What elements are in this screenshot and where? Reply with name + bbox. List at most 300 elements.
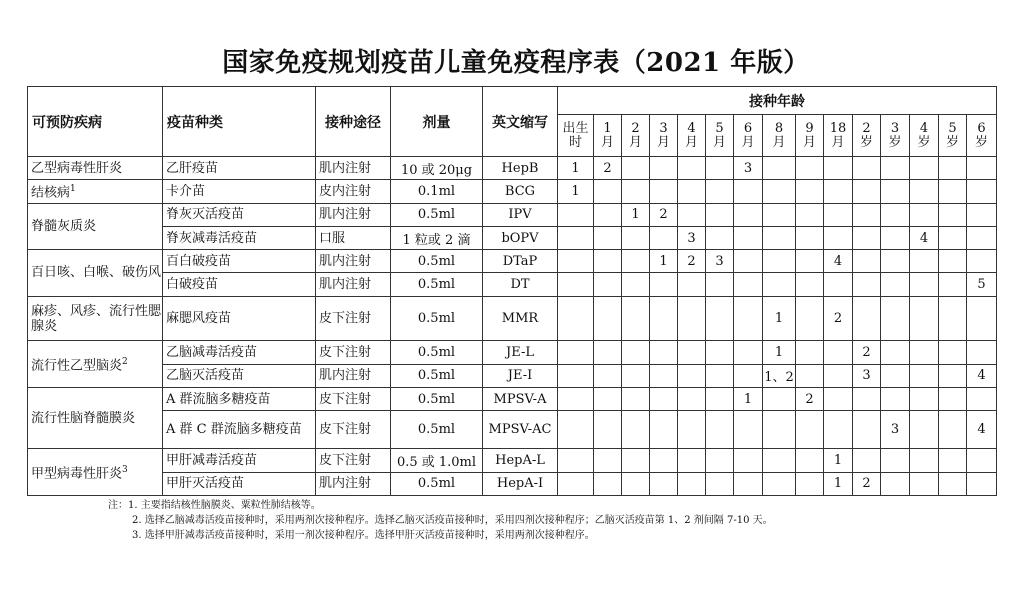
vaccine-name: 乙脑灭活疫苗 — [163, 364, 316, 387]
dose-number — [910, 341, 939, 364]
dose-number: 2 — [853, 472, 881, 495]
header-age — [796, 115, 824, 157]
dose-number — [558, 472, 594, 495]
abbreviation: IPV — [483, 203, 558, 226]
vaccine-name: 百白破疫苗 — [163, 250, 316, 273]
header-abbr: 英文缩写 — [483, 87, 558, 157]
dose-number — [796, 472, 824, 495]
dose-number — [939, 296, 967, 340]
dose-number: 1、2 — [763, 364, 796, 387]
disease-name: 麻疹、风疹、流行性腮腺炎 — [31, 303, 162, 334]
route: 皮内注射 — [316, 180, 391, 203]
dose-number — [763, 180, 796, 203]
dose-number — [734, 472, 763, 495]
route: 皮下注射 — [316, 341, 391, 364]
dose-number — [594, 203, 622, 226]
dose-number — [650, 273, 678, 296]
dose-number — [706, 226, 734, 249]
header-age — [594, 115, 622, 157]
dose-number: 1 — [558, 180, 594, 203]
disease-name: 结核病 — [31, 185, 71, 201]
dose-number — [558, 226, 594, 249]
immunization-schedule-table — [27, 86, 997, 496]
route: 皮下注射 — [316, 449, 391, 472]
table-row — [28, 226, 997, 249]
dose-number: 1 — [558, 157, 594, 180]
dose-number — [558, 411, 594, 449]
dose-number — [881, 157, 910, 180]
header-age-part: 2 — [862, 120, 871, 136]
dose-number — [594, 364, 622, 387]
dose-number — [967, 180, 997, 203]
header-age-part: 时 — [568, 134, 582, 150]
header-age — [650, 115, 678, 157]
dose-number — [853, 387, 881, 410]
dose-number — [967, 226, 997, 249]
dose-number — [881, 226, 910, 249]
header-age-part: 3 — [890, 120, 900, 136]
header-age-part: 2 — [631, 120, 640, 136]
header-age — [706, 115, 734, 157]
dose-number — [853, 273, 881, 296]
header-age-part: 岁 — [888, 134, 902, 150]
dose-number — [967, 203, 997, 226]
header-age — [763, 115, 796, 157]
dose-number: 4 — [910, 226, 939, 249]
dose-number — [853, 180, 881, 203]
dose-number — [796, 273, 824, 296]
disease-name: 脊髓灰质炎 — [31, 218, 97, 234]
vaccine-name: A 群 C 群流脑多糖疫苗 — [163, 411, 316, 449]
dose-number: 2 — [650, 203, 678, 226]
dose: 0.5ml — [391, 296, 483, 340]
dose-number — [734, 203, 763, 226]
dose-number — [824, 226, 853, 249]
dose-number: 2 — [824, 296, 853, 340]
dose-number — [734, 449, 763, 472]
dose-number — [824, 180, 853, 203]
table-row — [28, 341, 997, 364]
dose-number — [706, 364, 734, 387]
disease-name: 流行性脑脊髓膜炎 — [31, 410, 136, 426]
dose-number: 4 — [967, 364, 997, 387]
dose-number — [558, 250, 594, 273]
dose-number — [678, 449, 706, 472]
header-age — [558, 115, 594, 157]
table-row — [28, 364, 997, 387]
dose-number — [853, 203, 881, 226]
dose-number — [558, 364, 594, 387]
dose-number — [881, 364, 910, 387]
route: 皮下注射 — [316, 387, 391, 410]
dose-number — [967, 341, 997, 364]
dose-number — [594, 273, 622, 296]
dose-number — [967, 250, 997, 273]
dose-number — [853, 250, 881, 273]
dose-number — [763, 387, 796, 410]
dose-number — [622, 273, 650, 296]
header-age-part: 6 — [977, 120, 986, 136]
header-age-part: 岁 — [945, 134, 959, 150]
dose-number — [824, 411, 853, 449]
dose-number — [706, 203, 734, 226]
table-row — [28, 203, 997, 226]
dose-number — [939, 411, 967, 449]
dose: 1 粒或 2 滴 — [391, 226, 483, 249]
route: 肌内注射 — [316, 157, 391, 180]
dose-number — [910, 296, 939, 340]
header-age — [967, 115, 997, 157]
vaccine-name: A 群流脑多糖疫苗 — [163, 387, 316, 410]
table-row — [28, 180, 997, 203]
table-row — [28, 387, 997, 410]
header-age-part: 4 — [687, 120, 696, 136]
dose-number — [763, 203, 796, 226]
dose-number — [594, 180, 622, 203]
header-age — [734, 115, 763, 157]
dose-number — [678, 157, 706, 180]
dose-number — [939, 250, 967, 273]
header-age — [910, 115, 939, 157]
dose-number — [910, 449, 939, 472]
dose-number — [594, 296, 622, 340]
dose-number: 3 — [734, 157, 763, 180]
dose-number — [763, 226, 796, 249]
vaccine-name: 卡介苗 — [163, 180, 316, 203]
header-route: 接种途径 — [316, 87, 391, 157]
dose-number — [939, 472, 967, 495]
dose-number — [622, 411, 650, 449]
header-age-part: 5 — [948, 120, 957, 136]
dose-number — [824, 341, 853, 364]
table-row — [28, 250, 997, 273]
dose-number — [678, 364, 706, 387]
dose-number — [706, 180, 734, 203]
dose-number — [678, 273, 706, 296]
header-age-part: 月 — [772, 134, 786, 150]
dose-number — [910, 472, 939, 495]
dose: 0.1ml — [391, 180, 483, 203]
header-age-part: 月 — [656, 134, 670, 150]
dose-number — [558, 449, 594, 472]
dose-number — [881, 203, 910, 226]
abbreviation: DT — [483, 273, 558, 296]
dose: 0.5ml — [391, 411, 483, 449]
dose-number — [734, 296, 763, 340]
footnote-3: 3. 选择甲肝减毒活疫苗接种时，采用一剂次接种程序。选择甲肝灭活疫苗接种时，采用两剂次接种程序。 — [132, 530, 595, 541]
dose-number — [796, 203, 824, 226]
dose-number — [881, 387, 910, 410]
dose-number — [939, 157, 967, 180]
dose-number — [678, 472, 706, 495]
dose-number — [706, 411, 734, 449]
dose-number — [824, 273, 853, 296]
dose-number: 3 — [881, 411, 910, 449]
dose-number — [678, 203, 706, 226]
header-age-part: 9 — [805, 120, 814, 136]
abbreviation: HepB — [483, 157, 558, 180]
dose-number: 1 — [622, 203, 650, 226]
vaccine-name: 脊灰灭活疫苗 — [163, 203, 316, 226]
abbreviation: BCG — [483, 180, 558, 203]
header-age-part: 月 — [741, 134, 755, 150]
dose-number — [763, 449, 796, 472]
header-age-part: 3 — [659, 120, 668, 136]
dose-number — [558, 387, 594, 410]
dose-number — [796, 364, 824, 387]
disease-cell — [28, 387, 163, 448]
header-age-part: 月 — [628, 134, 642, 150]
header-disease: 可预防疾病 — [28, 87, 163, 157]
dose-number — [763, 273, 796, 296]
dose-number — [706, 296, 734, 340]
dose: 0.5ml — [391, 387, 483, 410]
header-age-part: 岁 — [917, 134, 931, 150]
dose-number: 5 — [967, 273, 997, 296]
dose: 0.5 或 1.0ml — [391, 449, 483, 472]
dose-number — [734, 364, 763, 387]
dose-number: 1 — [824, 449, 853, 472]
dose-number — [939, 364, 967, 387]
dose: 0.5ml — [391, 472, 483, 495]
disease-cell — [28, 157, 163, 180]
dose-number — [881, 449, 910, 472]
dose: 10 或 20μg — [391, 157, 483, 180]
dose-number — [796, 250, 824, 273]
disease-cell — [28, 449, 163, 496]
disease-name: 百日咳、白喉、破伤风 — [31, 265, 162, 281]
dose-number — [881, 341, 910, 364]
dose-number — [706, 273, 734, 296]
dose-number — [967, 387, 997, 410]
dose-number — [594, 411, 622, 449]
route: 皮下注射 — [316, 296, 391, 340]
dose-number — [881, 472, 910, 495]
footnote-1: 注：1. 主要指结核性脑膜炎、粟粒性肺结核等。 — [108, 500, 321, 511]
dose-number — [622, 449, 650, 472]
dose-number — [650, 157, 678, 180]
dose-number — [678, 387, 706, 410]
vaccine-name: 乙脑减毒活疫苗 — [163, 341, 316, 364]
abbreviation: MPSV-AC — [483, 411, 558, 449]
dose-number — [558, 296, 594, 340]
dose-number: 4 — [824, 250, 853, 273]
dose-number — [763, 157, 796, 180]
dose-number — [734, 250, 763, 273]
route: 肌内注射 — [316, 203, 391, 226]
dose-number — [678, 341, 706, 364]
dose-number — [650, 364, 678, 387]
dose-number: 3 — [706, 250, 734, 273]
table-row — [28, 411, 997, 449]
dose-number — [763, 250, 796, 273]
dose-number — [881, 180, 910, 203]
dose-number — [824, 203, 853, 226]
dose-number — [910, 203, 939, 226]
dose-number — [734, 411, 763, 449]
abbreviation: MMR — [483, 296, 558, 340]
dose-number: 1 — [824, 472, 853, 495]
dose-number — [622, 250, 650, 273]
route: 肌内注射 — [316, 472, 391, 495]
dose-number: 1 — [650, 250, 678, 273]
footnotes — [108, 498, 773, 543]
header-age — [881, 115, 910, 157]
dose-number: 1 — [763, 341, 796, 364]
dose-number: 2 — [678, 250, 706, 273]
table-row — [28, 157, 997, 180]
table-row — [28, 449, 997, 472]
dose-number — [853, 226, 881, 249]
vaccine-name: 白破疫苗 — [163, 273, 316, 296]
dose-number — [910, 411, 939, 449]
vaccine-name: 甲肝减毒活疫苗 — [163, 449, 316, 472]
table-row — [28, 273, 997, 296]
dose-number — [594, 472, 622, 495]
dose-number — [796, 449, 824, 472]
disease-name: 乙型病毒性肝炎 — [31, 160, 123, 176]
dose-number — [939, 273, 967, 296]
footnote-ref: 1 — [70, 184, 76, 195]
table-row — [28, 472, 997, 495]
dose-number — [650, 411, 678, 449]
abbreviation: MPSV-A — [483, 387, 558, 410]
dose-number — [734, 273, 763, 296]
dose-number — [763, 411, 796, 449]
dose-number — [853, 411, 881, 449]
dose-number — [939, 203, 967, 226]
vaccine-name: 甲肝灭活疫苗 — [163, 472, 316, 495]
dose-number — [622, 180, 650, 203]
dose-number — [910, 364, 939, 387]
dose-number — [853, 449, 881, 472]
dose-number — [910, 273, 939, 296]
disease-cell — [28, 341, 163, 388]
dose-number: 1 — [734, 387, 763, 410]
disease-cell — [28, 250, 163, 297]
disease-name: 甲型病毒性肝炎 — [31, 466, 123, 482]
header-vaccine: 疫苗种类 — [163, 87, 316, 157]
route: 肌内注射 — [316, 273, 391, 296]
dose-number — [853, 296, 881, 340]
dose: 0.5ml — [391, 341, 483, 364]
table-row — [28, 296, 997, 340]
abbreviation: DTaP — [483, 250, 558, 273]
dose-number — [734, 341, 763, 364]
header-age-part: 8 — [774, 120, 784, 136]
dose-number — [594, 387, 622, 410]
header-age — [824, 115, 853, 157]
disease-cell — [28, 180, 163, 203]
dose-number — [650, 387, 678, 410]
dose-number — [706, 387, 734, 410]
vaccine-name: 麻腮风疫苗 — [163, 296, 316, 340]
dose-number — [910, 250, 939, 273]
header-age-part: 月 — [802, 134, 816, 150]
route: 口服 — [316, 226, 391, 249]
dose-number — [734, 180, 763, 203]
dose-number — [558, 203, 594, 226]
dose-number — [763, 472, 796, 495]
dose-number — [881, 273, 910, 296]
dose-number — [910, 180, 939, 203]
header-age — [853, 115, 881, 157]
dose-number — [706, 449, 734, 472]
header-age-part: 月 — [684, 134, 698, 150]
dose-number — [910, 157, 939, 180]
abbreviation: JE-I — [483, 364, 558, 387]
disease-cell — [28, 296, 163, 340]
dose-number: 2 — [796, 387, 824, 410]
abbreviation: bOPV — [483, 226, 558, 249]
dose-number — [678, 411, 706, 449]
dose-number — [967, 449, 997, 472]
footnote-ref: 3 — [122, 464, 128, 475]
dose-number — [678, 180, 706, 203]
dose-number — [622, 364, 650, 387]
dose-number — [910, 387, 939, 410]
dose-number — [558, 341, 594, 364]
header-age — [678, 115, 706, 157]
dose: 0.5ml — [391, 364, 483, 387]
header-age-part: 月 — [831, 134, 845, 150]
dose-number: 4 — [967, 411, 997, 449]
dose-number — [594, 226, 622, 249]
dose-number — [939, 449, 967, 472]
route: 肌内注射 — [316, 250, 391, 273]
dose-number — [796, 226, 824, 249]
header-age-part: 岁 — [859, 134, 873, 150]
footnote-2: 2. 选择乙脑减毒活疫苗接种时，采用两剂次接种程序。选择乙脑灭活疫苗接种时，采用四剂次接种程序；乙脑灭活疫苗第 1、2 剂间隔 7-10 天。 — [132, 515, 773, 526]
dose-number — [678, 296, 706, 340]
header-age-part: 6 — [743, 120, 753, 136]
dose-number: 3 — [853, 364, 881, 387]
dose-number — [881, 296, 910, 340]
dose-number — [796, 341, 824, 364]
dose-number — [650, 296, 678, 340]
dose-number — [594, 449, 622, 472]
dose-number — [881, 250, 910, 273]
dose-number — [622, 472, 650, 495]
dose-number — [650, 226, 678, 249]
abbreviation: HepA-L — [483, 449, 558, 472]
header-age — [939, 115, 967, 157]
dose: 0.5ml — [391, 250, 483, 273]
route: 肌内注射 — [316, 364, 391, 387]
disease-cell — [28, 203, 163, 250]
header-age-part: 4 — [919, 120, 929, 136]
dose-number — [622, 341, 650, 364]
disease-name: 流行性乙型脑炎 — [31, 358, 123, 374]
dose-number — [650, 472, 678, 495]
dose: 0.5ml — [391, 273, 483, 296]
dose-number — [939, 341, 967, 364]
dose-number — [622, 387, 650, 410]
header-age-group: 接种年龄 — [558, 87, 997, 115]
header-age-part: 月 — [712, 134, 726, 150]
header-age-part: 1 — [603, 120, 612, 136]
dose-number: 2 — [594, 157, 622, 180]
dose-number — [796, 411, 824, 449]
dose-number — [558, 273, 594, 296]
header-age-part: 5 — [715, 120, 724, 136]
dose-number — [706, 341, 734, 364]
header-age-part: 18 — [829, 120, 847, 136]
header-age-part: 岁 — [975, 134, 989, 150]
dose-number — [939, 180, 967, 203]
dose: 0.5ml — [391, 203, 483, 226]
dose-number — [824, 387, 853, 410]
